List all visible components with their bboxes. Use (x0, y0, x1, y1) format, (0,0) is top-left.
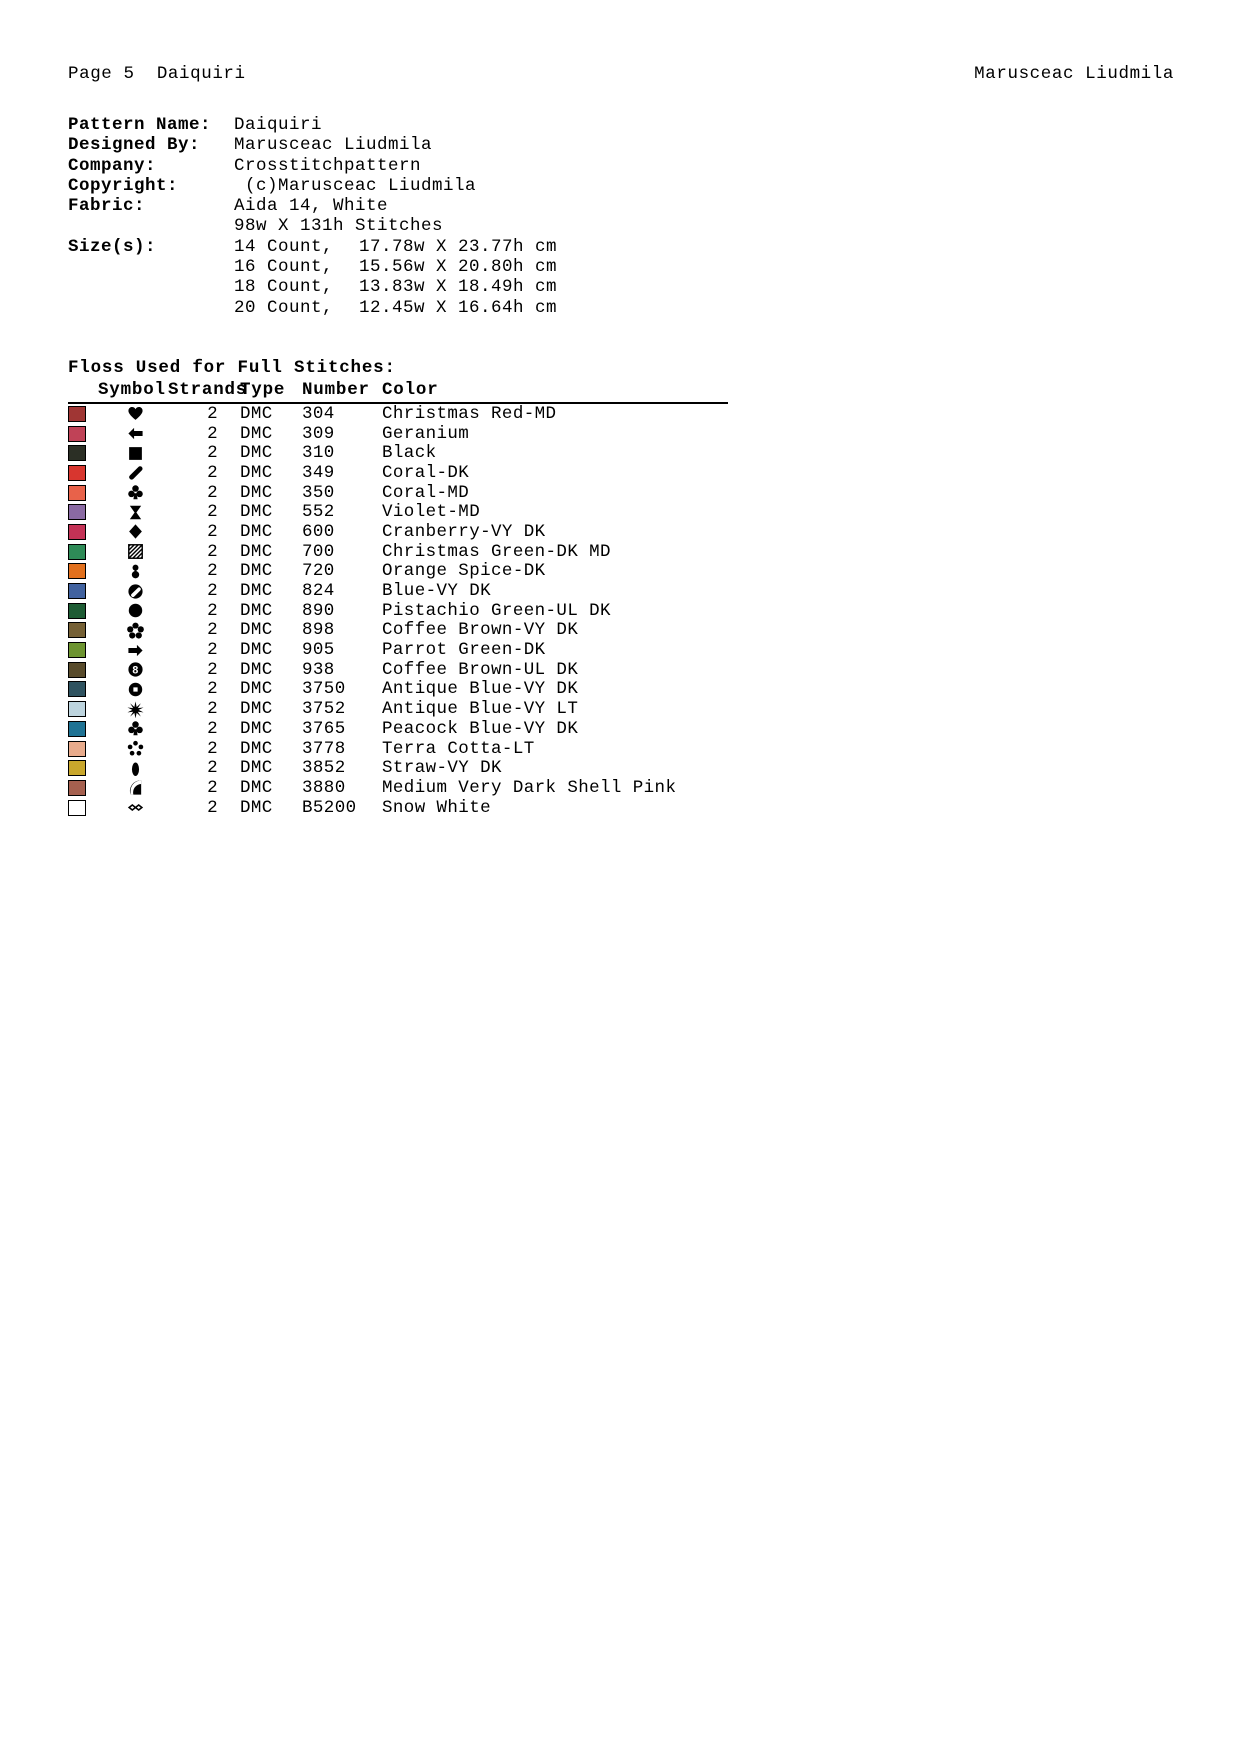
floss-row (68, 660, 728, 680)
floss-type: DMC (240, 443, 273, 464)
floss-row (68, 601, 728, 621)
floss-color-swatch (68, 406, 102, 422)
floss-row (68, 680, 728, 700)
floss-row (68, 758, 728, 778)
floss-color-name: Christmas Red-MD (382, 403, 557, 424)
floss-strands: 2 (207, 777, 218, 798)
starburst-icon (102, 701, 168, 718)
swatch-chip (68, 524, 86, 540)
floss-row (68, 542, 728, 562)
floss-row (68, 778, 728, 798)
size-count: 14 Count, (234, 236, 334, 257)
floss-number: 600 (302, 521, 335, 542)
floss-color-swatch (68, 800, 102, 816)
floss-color-name: Coral-DK (382, 462, 470, 483)
floss-number: 304 (302, 403, 335, 424)
floss-strands: 2 (207, 561, 218, 582)
floss-type: DMC (240, 581, 273, 602)
floss-color-name: Christmas Green-DK MD (382, 541, 611, 562)
pattern-size-label (68, 298, 234, 318)
pattern-info-value: 98w X 131h Stitches (234, 216, 444, 237)
pattern-info-label: Copyright: (68, 175, 179, 196)
floss-color-name: Coral-MD (382, 482, 470, 503)
floss-color-swatch (68, 642, 102, 658)
floss-number: 350 (302, 482, 335, 503)
swatch-chip (68, 426, 86, 442)
floss-type: DMC (240, 403, 273, 424)
pattern-info-value: Marusceac Liudmila (234, 135, 433, 156)
swatch-chip (68, 800, 86, 816)
floss-number: 349 (302, 462, 335, 483)
pattern-size-label: Size(s): (68, 236, 157, 257)
swatch-chip (68, 583, 86, 599)
size-dimensions: 15.56w X 20.80h cm (337, 257, 558, 278)
pattern-info-row (68, 196, 557, 216)
floss-number: 3852 (302, 758, 346, 779)
pattern-size-row (68, 237, 557, 257)
floss-color-swatch (68, 524, 102, 540)
swatch-chip (68, 544, 86, 560)
quarter-moon-icon (102, 779, 168, 796)
floss-color-name: Orange Spice-DK (382, 561, 546, 582)
arrow-left-icon (102, 425, 168, 442)
floss-number: 552 (302, 502, 335, 523)
pattern-info-row (68, 115, 557, 135)
floss-row (68, 719, 728, 739)
floss-type: DMC (240, 699, 273, 720)
page-label: Page 5 Daiquiri (68, 64, 246, 84)
floss-number: 309 (302, 423, 335, 444)
floss-strands: 2 (207, 659, 218, 680)
floss-color-swatch (68, 563, 102, 579)
floss-strands: 2 (207, 443, 218, 464)
floss-row (68, 443, 728, 463)
floss-color-swatch (68, 701, 102, 717)
swatch-chip (68, 760, 86, 776)
floss-color-name: Geranium (382, 423, 470, 444)
pattern-info-label: Fabric: (68, 196, 146, 217)
floss-strands: 2 (207, 482, 218, 503)
floss-color-swatch (68, 622, 102, 638)
dotted-circle-icon (102, 681, 168, 698)
diamond-icon (102, 523, 168, 540)
floss-type: DMC (240, 797, 273, 818)
floss-number: 898 (302, 620, 335, 641)
column-header-symbol: Symbol (98, 380, 166, 400)
pattern-size-label (68, 257, 234, 277)
arrow-right-icon (102, 642, 168, 659)
swatch-chip (68, 563, 86, 579)
floss-color-swatch (68, 583, 102, 599)
floss-strands: 2 (207, 699, 218, 720)
pattern-info-value: Daiquiri (234, 115, 323, 135)
floss-color-name: Blue-VY DK (382, 581, 492, 602)
floss-type: DMC (240, 502, 273, 523)
floss-strands: 2 (207, 640, 218, 661)
floss-color-name: Terra Cotta-LT (382, 738, 535, 759)
floss-type: DMC (240, 423, 273, 444)
author-label: Marusceac Liudmila (974, 64, 1174, 84)
pattern-info-label: Designed By: (68, 135, 201, 156)
floss-number: 720 (302, 561, 335, 582)
swatch-chip (68, 622, 86, 638)
swatch-chip (68, 406, 86, 422)
floss-strands: 2 (207, 541, 218, 562)
swatch-chip (68, 504, 86, 520)
floss-number: 310 (302, 443, 335, 464)
two-dots-icon (102, 563, 168, 580)
floss-strands: 2 (207, 797, 218, 818)
floss-number: 824 (302, 581, 335, 602)
floss-number: 3752 (302, 699, 346, 720)
small-club-icon (102, 720, 168, 737)
floss-color-name: Black (382, 443, 437, 464)
floss-number: 938 (302, 659, 335, 680)
floss-row (68, 483, 728, 503)
floss-type: DMC (240, 758, 273, 779)
floss-strands: 2 (207, 718, 218, 739)
size-count: 16 Count, (234, 257, 334, 278)
hourglass-icon (102, 504, 168, 521)
swatch-chip (68, 741, 86, 757)
floss-color-name: Coffee Brown-UL DK (382, 659, 579, 680)
floss-color-name: Cranberry-VY DK (382, 521, 546, 542)
swatch-chip (68, 721, 86, 737)
floss-row (68, 502, 728, 522)
floss-type: DMC (240, 718, 273, 739)
pattern-size-rows (68, 237, 557, 318)
floss-row (68, 562, 728, 582)
floss-type: DMC (240, 521, 273, 542)
floss-type: DMC (240, 640, 273, 661)
pattern-size-row (68, 257, 557, 277)
pattern-info-value: (c)Marusceac Liudmila (234, 175, 477, 196)
size-dimensions: 13.83w X 18.49h cm (337, 277, 558, 298)
circled-eight-icon (102, 661, 168, 678)
floss-number: 890 (302, 600, 335, 621)
circle-slash-icon (102, 583, 168, 600)
swatch-chip (68, 780, 86, 796)
floss-strands: 2 (207, 620, 218, 641)
floss-type: DMC (240, 679, 273, 700)
size-dimensions: 12.45w X 16.64h cm (337, 297, 558, 318)
floss-color-swatch (68, 741, 102, 757)
column-header-type: Type (240, 380, 286, 400)
floss-strands: 2 (207, 462, 218, 483)
floss-type: DMC (240, 738, 273, 759)
floss-color-name: Snow White (382, 797, 492, 818)
pattern-size-row (68, 277, 557, 297)
floss-color-swatch (68, 780, 102, 796)
column-header-strands: Strands (168, 380, 248, 400)
floss-strands: 2 (207, 600, 218, 621)
pattern-info-block (68, 115, 557, 318)
floss-color-swatch (68, 662, 102, 678)
floss-color-name: Antique Blue-VY DK (382, 679, 579, 700)
floss-color-swatch (68, 681, 102, 697)
floss-color-name: Violet-MD (382, 502, 481, 523)
floss-strands: 2 (207, 758, 218, 779)
pattern-info-label: Pattern Name: (68, 115, 212, 135)
floss-color-name: Pistachio Green-UL DK (382, 600, 611, 621)
floss-section-title: Floss Used for Full Stitches: (68, 358, 396, 378)
hatched-square-icon (102, 543, 168, 560)
floss-table (68, 379, 728, 817)
floss-type: DMC (240, 541, 273, 562)
floss-number: 3778 (302, 738, 346, 759)
filled-square-icon (102, 445, 168, 462)
floss-color-swatch (68, 544, 102, 560)
floss-number: 3765 (302, 718, 346, 739)
floss-strands: 2 (207, 581, 218, 602)
teardrop-icon (102, 760, 168, 777)
swatch-chip (68, 701, 86, 717)
floss-number: 3750 (302, 679, 346, 700)
pattern-info-label: Company: (68, 155, 157, 176)
swatch-chip (68, 642, 86, 658)
floss-color-swatch (68, 760, 102, 776)
floss-type: DMC (240, 462, 273, 483)
floss-color-swatch (68, 485, 102, 501)
swatch-chip (68, 681, 86, 697)
floss-row (68, 424, 728, 444)
club-icon (102, 484, 168, 501)
pattern-info-value: Aida 14, White (234, 196, 389, 217)
floss-strands: 2 (207, 423, 218, 444)
size-count: 18 Count, (234, 277, 334, 298)
floss-type: DMC (240, 620, 273, 641)
pattern-info-row (68, 135, 557, 155)
pattern-size-label (68, 277, 234, 297)
floss-row (68, 621, 728, 641)
swatch-chip (68, 662, 86, 678)
floss-row (68, 522, 728, 542)
column-header-number: Number (302, 380, 370, 400)
floss-color-swatch (68, 426, 102, 442)
floss-number: 700 (302, 541, 335, 562)
filled-circle-icon (102, 602, 168, 619)
pattern-info-rows (68, 115, 557, 237)
floss-row (68, 463, 728, 483)
floss-type: DMC (240, 600, 273, 621)
floss-color-swatch (68, 504, 102, 520)
floss-number: 905 (302, 640, 335, 661)
infinity-icon (102, 799, 168, 816)
floss-row (68, 404, 728, 424)
floss-color-name: Coffee Brown-VY DK (382, 620, 579, 641)
floss-color-swatch (68, 721, 102, 737)
floss-type: DMC (240, 482, 273, 503)
floss-color-swatch (68, 445, 102, 461)
floss-row-list (68, 404, 728, 817)
floss-color-name: Antique Blue-VY LT (382, 699, 579, 720)
pattern-info-value: Crosstitchpattern (234, 155, 422, 176)
floss-color-name: Straw-VY DK (382, 758, 502, 779)
floss-type: DMC (240, 659, 273, 680)
floss-row (68, 581, 728, 601)
svg-text:8: 8 (131, 664, 139, 677)
floss-color-name: Parrot Green-DK (382, 640, 546, 661)
pattern-size-row (68, 298, 557, 318)
pattern-info-row (68, 176, 557, 196)
floss-row (68, 739, 728, 759)
column-header-color: Color (382, 380, 439, 400)
floss-row (68, 640, 728, 660)
floss-row (68, 798, 728, 818)
swatch-chip (68, 445, 86, 461)
running-header (68, 64, 1174, 84)
floss-strands: 2 (207, 403, 218, 424)
floss-type: DMC (240, 777, 273, 798)
floss-color-swatch (68, 465, 102, 481)
floss-table-header (68, 379, 728, 401)
floss-row (68, 699, 728, 719)
size-count: 20 Count, (234, 297, 334, 318)
floss-type: DMC (240, 561, 273, 582)
swatch-chip (68, 465, 86, 481)
flower-icon (102, 622, 168, 639)
pattern-info-row (68, 156, 557, 176)
floss-number: B5200 (302, 797, 357, 818)
floss-strands: 2 (207, 738, 218, 759)
snowflake-icon (102, 740, 168, 757)
heart-icon (102, 405, 168, 422)
floss-strands: 2 (207, 521, 218, 542)
slash-bar-icon (102, 464, 168, 481)
pattern-info-row (68, 216, 557, 236)
floss-number: 3880 (302, 777, 346, 798)
floss-strands: 2 (207, 679, 218, 700)
floss-color-swatch (68, 603, 102, 619)
floss-color-name: Medium Very Dark Shell Pink (382, 777, 677, 798)
swatch-chip (68, 485, 86, 501)
size-dimensions: 17.78w X 23.77h cm (337, 236, 558, 257)
floss-color-name: Peacock Blue-VY DK (382, 718, 579, 739)
swatch-chip (68, 603, 86, 619)
floss-strands: 2 (207, 502, 218, 523)
